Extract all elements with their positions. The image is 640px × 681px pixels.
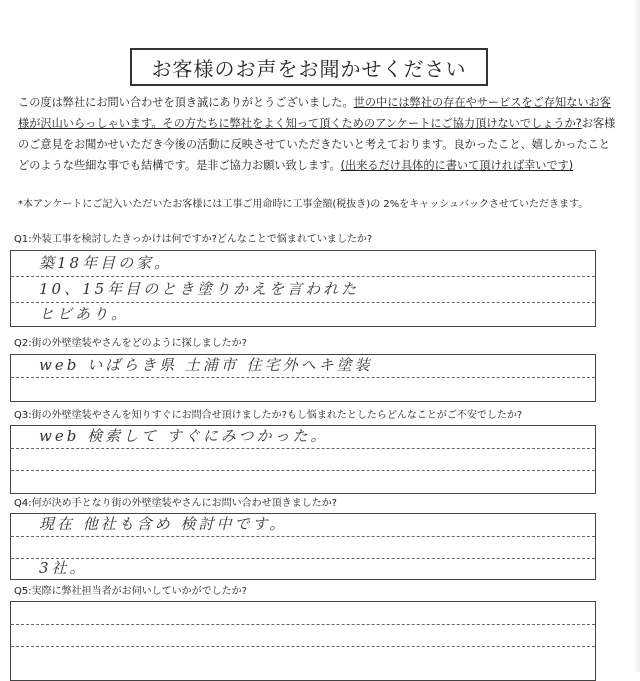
question-1-label: Q1:外装工事を検討したきっかけは何ですか?どんなことで悩まれていましたか? xyxy=(14,234,373,245)
ruled-line xyxy=(11,536,595,537)
handwritten-answer: 築18年目の家。 xyxy=(39,254,173,272)
intro-text-2: お客様のご意見をお聞かせいただき今後の活動に反映させていただきたいと考えております。良かったこと、嬉しかったことどのような些細な事でも結構です。是非ご協力お願い致します。 xyxy=(18,117,616,172)
intro-text: この度は弊社にお問い合わせを頂き誠にありがとうございました。 xyxy=(18,96,354,109)
handwritten-answer: 3社。 xyxy=(39,559,88,577)
ruled-line xyxy=(11,470,595,471)
ruled-line xyxy=(11,276,595,277)
question-5-label: Q5:実際に弊社担当者がお伺いしていかがでしたか? xyxy=(14,586,247,597)
scan-edge xyxy=(633,0,640,672)
page-title xyxy=(130,48,488,86)
handwritten-answer: 10、15年目のとき塗りかえを言われた xyxy=(39,280,360,298)
intro-underlined-text-2: (出来るだけ具体的に書いて頂ければ幸いです) xyxy=(340,159,574,172)
intro-paragraph xyxy=(18,92,618,176)
answer-box-4 xyxy=(10,513,596,580)
handwritten-answer: web いばらき県 土浦市 住宅外へキ塗装 xyxy=(39,356,373,374)
answer-box-3 xyxy=(10,425,596,494)
title-text: お客様のお声をお聞かせください xyxy=(151,56,467,81)
answer-box-1 xyxy=(10,250,596,327)
ruled-line xyxy=(11,558,595,559)
handwritten-answer: ヒビあり。 xyxy=(39,305,130,323)
ruled-line xyxy=(11,302,595,303)
ruled-line xyxy=(11,377,595,378)
ruled-line xyxy=(11,624,595,625)
answer-box-5 xyxy=(10,601,596,681)
question-2-label: Q2:街の外壁塗装やさんをどのように探しましたか? xyxy=(14,338,247,349)
handwritten-answer: 現在 他社も含め 検討中です。 xyxy=(39,515,288,533)
question-3-label: Q3:街の外壁塗装やさんを知りすぐにお問合せ頂けましたか?もし悩まれたとしたらどんなことがご不安でしたか? xyxy=(14,410,523,421)
intro-underlined-text: 世の中には弊社の存在やサービスをご存知ないお客様が沢山いらっしゃいます。その方たちに弊社をよく知って頂くためのアンケートにご協力頂けないでしょうか? xyxy=(18,96,611,130)
ruled-line xyxy=(11,646,595,647)
answer-box-2 xyxy=(10,354,596,402)
question-4-label: Q4:何が決め手となり街の外壁塗装やさんにお問い合わせ頂きましたか? xyxy=(14,498,337,509)
handwritten-answer: web 検索して すぐにみつかった。 xyxy=(39,427,329,445)
cashback-note: *本アンケートにご記入いただいたお客様には工事ご用命時に工事金額(税抜き)の 2%をキャッシュバックさせていただきます。 xyxy=(18,199,589,210)
ruled-line xyxy=(11,448,595,449)
